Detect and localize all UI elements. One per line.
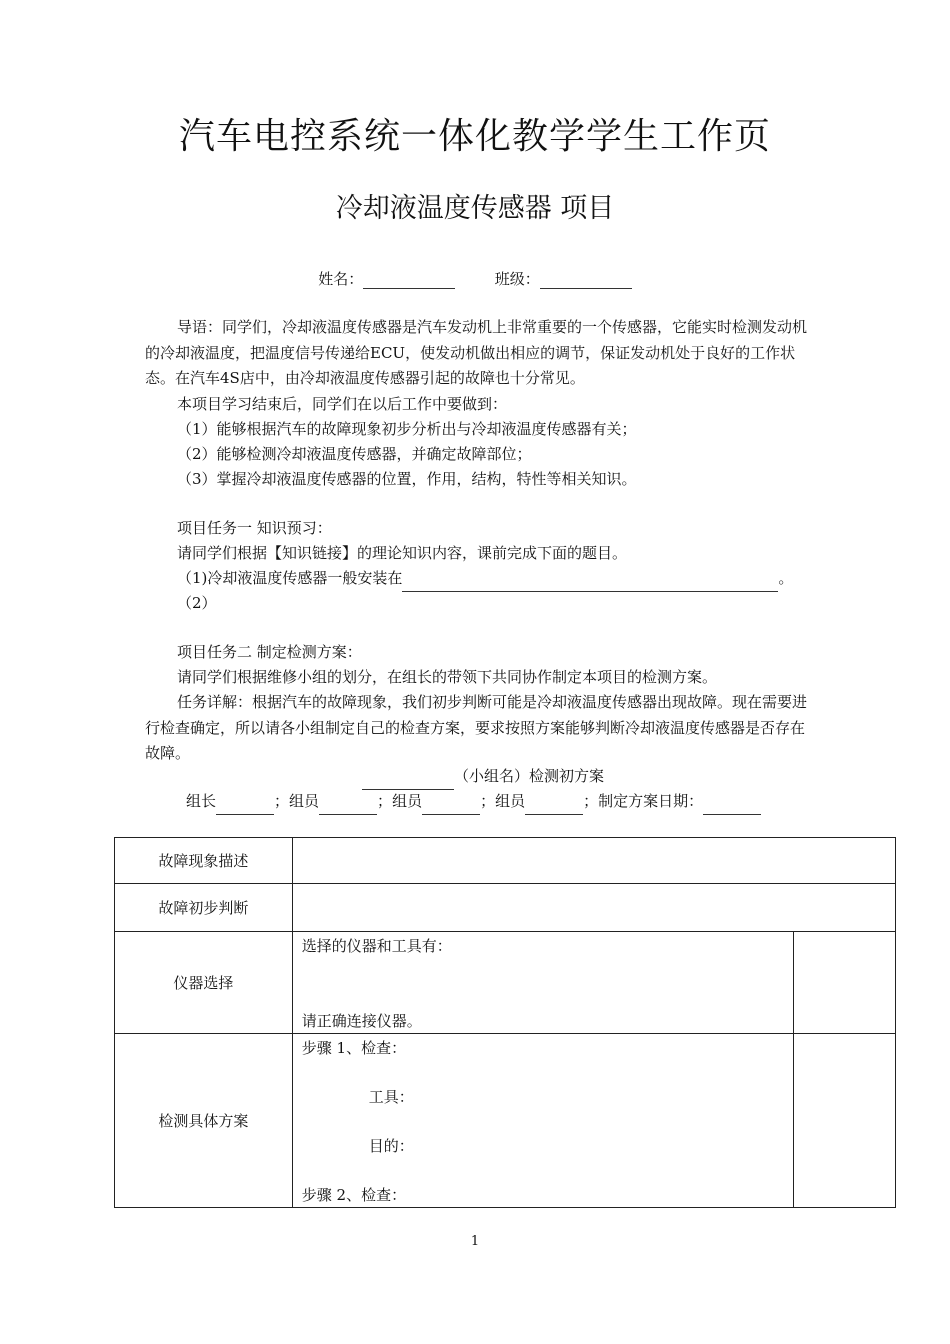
step-1-purpose: 目的： xyxy=(368,1137,414,1155)
member-blank[interactable] xyxy=(525,799,583,815)
member-blank[interactable] xyxy=(319,799,377,815)
goals-lead: 本项目学习结束后，同学们在以后工作中要做到： xyxy=(177,395,508,413)
leader-blank[interactable] xyxy=(216,799,274,815)
step-1-tool: 工具： xyxy=(368,1088,414,1106)
plan-title-row xyxy=(362,764,604,790)
roles-row xyxy=(186,789,761,815)
member-label: 组员 xyxy=(289,792,320,810)
task1-question-1 xyxy=(177,566,793,592)
preliminary-judgment-cell[interactable] xyxy=(292,884,895,932)
instrument-extra-cell[interactable] xyxy=(794,932,896,1034)
goal-item: （2）能够检测冷却液温度传感器，并确定故障部位； xyxy=(177,445,532,463)
separator: ； xyxy=(377,792,393,810)
instrument-connect-note: 请正确连接仪器。 xyxy=(301,1012,422,1030)
question-1-end: 。 xyxy=(778,569,794,587)
group-name-blank[interactable] xyxy=(362,774,454,790)
goal-item: （3）掌握冷却液温度传感器的位置，作用，结构，特性等相关知识。 xyxy=(177,470,637,488)
member-label: 组员 xyxy=(392,792,423,810)
question-1-blank[interactable] xyxy=(402,576,778,592)
step-2: 步骤 2、检查： xyxy=(301,1186,407,1204)
member-label: 组员 xyxy=(495,792,526,810)
date-blank[interactable] xyxy=(703,799,761,815)
step-1: 步骤 1、检查： xyxy=(301,1039,407,1057)
fault-description-label: 故障现象描述 xyxy=(115,838,293,884)
plan-detail-cell[interactable] xyxy=(292,1034,793,1208)
page-number: 1 xyxy=(470,1234,480,1249)
plan-table xyxy=(114,837,896,1208)
plan-detail-label: 检测具体方案 xyxy=(115,1034,293,1208)
goal-item: （1）能够根据汽车的故障现象初步分析出与冷却液温度传感器有关； xyxy=(177,420,637,438)
task2-detail: 任务详解：根据汽车的故障现象，我们初步判断可能是冷却液温度传感器出现故障。现在需要进行检查确定，所以请各小组制定自己的检查方案，要求按照方案能够判断冷却液温度传感器是否存在故障。 xyxy=(145,693,808,762)
name-label: 姓名： xyxy=(318,270,364,288)
task1-instruction: 请同学们根据【知识链接】的理论知识内容，课前完成下面的题目。 xyxy=(177,544,628,562)
date-label: 制定方案日期： xyxy=(598,792,704,810)
leader-label: 组长 xyxy=(186,792,217,810)
instrument-cell[interactable] xyxy=(292,932,793,1034)
instrument-prompt: 选择的仪器和工具有： xyxy=(301,937,452,955)
question-1-text: （1)冷却液温度传感器一般安装在 xyxy=(177,569,403,587)
name-blank[interactable] xyxy=(363,273,455,289)
table-row xyxy=(115,838,896,884)
fault-description-cell[interactable] xyxy=(292,838,895,884)
separator: ； xyxy=(480,792,496,810)
intro-paragraph: 导语：同学们，冷却液温度传感器是汽车发动机上非常重要的一个传感器，它能实时检测发动机的冷却液温度，把温度信号传递给ECU，使发动机做出相应的调节，保证发动机处于良好的工作状态。在汽车4S店中，由冷却液温度传感器引起的故障也十分常见。 xyxy=(145,318,808,387)
instrument-label: 仪器选择 xyxy=(115,932,293,1034)
member-blank[interactable] xyxy=(422,799,480,815)
task2-instruction: 请同学们根据维修小组的划分，在组长的带领下共同协作制定本项目的检测方案。 xyxy=(177,668,718,686)
preliminary-judgment-label: 故障初步判断 xyxy=(115,884,293,932)
student-info-row xyxy=(0,268,950,289)
task2-heading: 项目任务二 制定检测方案： xyxy=(177,643,362,661)
table-row xyxy=(115,1034,896,1208)
plan-detail-extra-cell[interactable] xyxy=(794,1034,896,1208)
table-row xyxy=(115,884,896,932)
class-blank[interactable] xyxy=(540,273,632,289)
class-label: 班级： xyxy=(494,270,540,288)
task1-question-2: （2） xyxy=(177,594,217,612)
page-title: 汽车电控系统一体化教学学生工作页 xyxy=(178,116,771,157)
separator: ； xyxy=(583,792,599,810)
table-row xyxy=(115,932,896,1034)
plan-title: （小组名）检测初方案 xyxy=(454,767,605,785)
separator: ； xyxy=(274,792,290,810)
task1-heading: 项目任务一 知识预习： xyxy=(177,519,332,537)
project-subtitle: 冷却液温度传感器 项目 xyxy=(335,193,615,224)
